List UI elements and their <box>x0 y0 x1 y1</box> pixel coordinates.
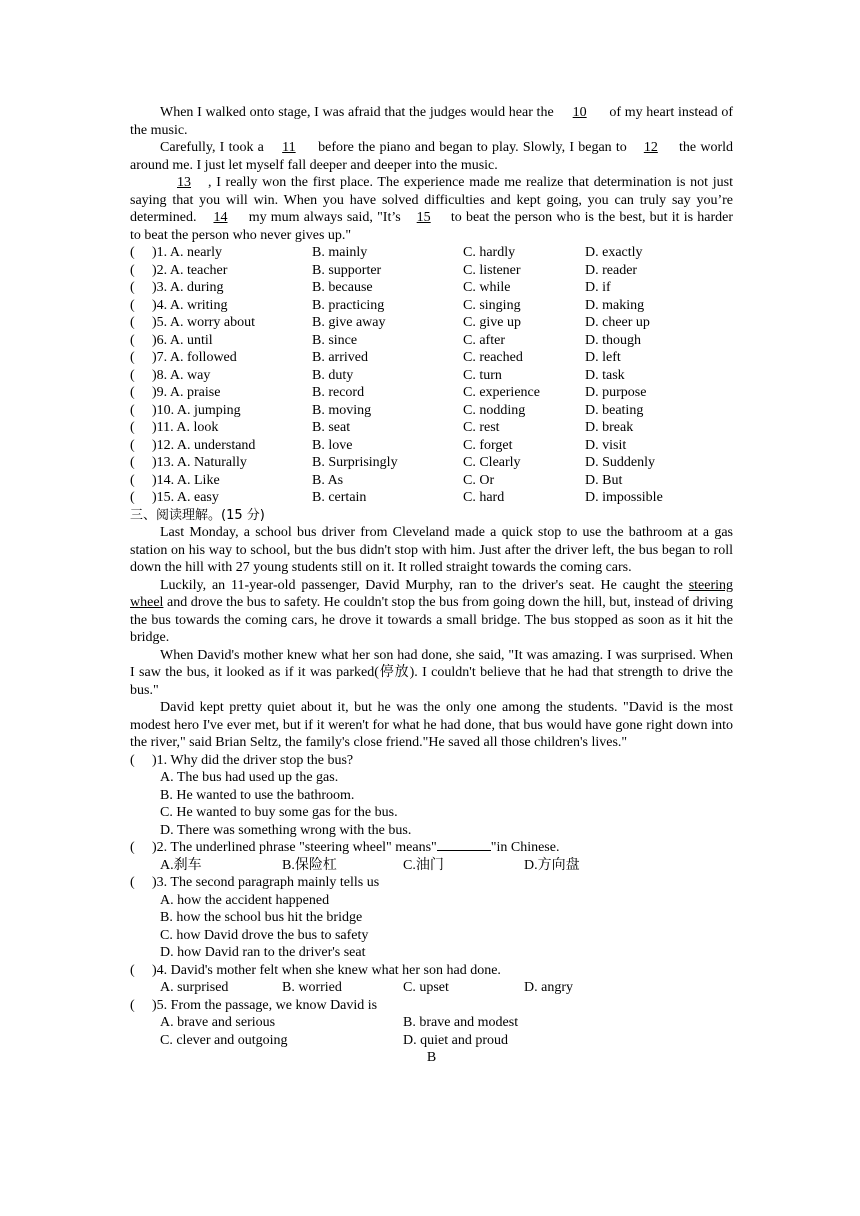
option-row <box>130 909 733 927</box>
option-c: C. after <box>463 332 505 348</box>
option-a: A.刹车 <box>160 857 202 873</box>
option-c: C. rest <box>463 420 500 435</box>
option-a: )14. A. Like <box>152 472 220 488</box>
option-d: D.方向盘 <box>524 857 580 873</box>
option-b: B. As <box>312 472 344 488</box>
option-d: D. though <box>585 332 641 348</box>
cloze-question-8 <box>130 367 733 385</box>
answer-paren[interactable]: ( <box>130 875 135 890</box>
answer-paren[interactable]: ( <box>130 997 135 1013</box>
option-c: C. Clearly <box>463 455 521 470</box>
cloze-question-9 <box>130 384 733 402</box>
option-b: B. moving <box>312 402 372 418</box>
answer-paren[interactable]: ( <box>130 437 135 453</box>
option-b: B. worried <box>282 980 342 995</box>
option-c: C. give up <box>463 315 521 330</box>
option-b: B. practicing <box>312 297 385 313</box>
cloze-question-4 <box>130 297 733 315</box>
answer-paren[interactable]: ( <box>130 367 135 383</box>
answer-paren[interactable]: ( <box>130 262 135 278</box>
option-d: D. But <box>585 472 623 488</box>
text: to beat the person who is the best, but it is harder to beat the person who never gives up." <box>130 210 734 243</box>
question-stem: )5. From the passage, we know David is <box>152 997 378 1013</box>
option-a: )6. A. until <box>152 332 213 348</box>
section-heading: 三、阅读理解。(15 分) <box>130 507 265 523</box>
option-row <box>130 787 733 805</box>
blank-13: 13 <box>177 175 191 190</box>
option-a: )12. A. understand <box>152 437 256 453</box>
answer-paren[interactable]: ( <box>130 490 135 505</box>
cloze-question-14 <box>130 472 733 490</box>
option-a: )3. A. during <box>152 280 224 295</box>
cloze-question-2 <box>130 262 733 280</box>
option-b: B. Surprisingly <box>312 455 398 470</box>
question-2 <box>130 839 733 857</box>
option-c: C. Or <box>463 472 495 488</box>
option-a: A. surprised <box>160 980 229 995</box>
blank-14: 14 <box>213 210 228 225</box>
option-d: D. if <box>585 280 611 295</box>
cloze-question-11 <box>130 419 733 437</box>
option-a: )7. A. followed <box>152 350 237 365</box>
option-b: B. how the school bus hit the bridge <box>160 910 363 925</box>
option-b: B. supporter <box>312 262 382 278</box>
option-b: B.保险杠 <box>282 857 337 873</box>
option-c: C. hard <box>463 490 505 505</box>
answer-paren[interactable]: ( <box>130 350 135 365</box>
answer-paren[interactable]: ( <box>130 315 135 330</box>
option-row <box>130 979 733 997</box>
option-b: B. brave and modest <box>403 1015 519 1030</box>
question-stem: )1. Why did the driver stop the bus? <box>152 752 354 768</box>
text: and drove the bus to safety. He couldn't stop the bus from going down the hill, but, instead of driving the bus towards the coming cars, he drove it towards a small bridge. The bus stopped as soon as it hit the bridge. <box>130 595 734 645</box>
option-a: )8. A. way <box>152 367 211 383</box>
option-d: D. quiet and proud <box>403 1032 508 1048</box>
option-b: B. love <box>312 437 353 453</box>
option-row <box>130 804 733 822</box>
option-a: A. brave and serious <box>160 1015 276 1030</box>
answer-paren[interactable]: ( <box>130 402 135 418</box>
option-row <box>130 822 733 840</box>
answer-paren[interactable]: ( <box>130 752 135 768</box>
option-a: )13. A. Naturally <box>152 455 247 470</box>
cloze-question-12 <box>130 437 733 455</box>
option-row <box>130 1032 733 1050</box>
option-c: C. experience <box>463 385 540 400</box>
blank-10: 10 <box>572 105 587 120</box>
cloze-options-list <box>130 244 733 507</box>
option-c: C. how David drove the bus to safety <box>160 927 369 943</box>
option-d: D. break <box>585 420 634 435</box>
option-row <box>130 1014 733 1032</box>
option-b: B. mainly <box>312 245 368 260</box>
option-b: B. give away <box>312 315 386 330</box>
option-a: )5. A. worry about <box>152 315 256 330</box>
option-d: D. visit <box>585 437 627 453</box>
underlined-phrase: steering wheel <box>130 577 734 610</box>
cloze-question-10 <box>130 402 733 420</box>
question-3 <box>130 874 733 892</box>
cloze-question-6 <box>130 332 733 350</box>
option-d: D. purpose <box>585 385 647 400</box>
reading-paragraph-2 <box>130 577 733 647</box>
question-stem: )3. The second paragraph mainly tells us <box>152 875 380 890</box>
option-d: D. exactly <box>585 245 643 260</box>
reading-paragraph-1: Last Monday, a school bus driver from Cleveland made a quick stop to use the bathroom at a gas station on his way to school, but the bus didn't stop with him. Just after the driver left, the bus began to roll down the hill with 27 young students still on it. It rolled straight towards the coming cars. <box>130 525 733 575</box>
cloze-paragraph-1 <box>130 104 733 139</box>
blank-15: 15 <box>416 210 431 225</box>
option-a: )1. A. nearly <box>152 245 222 260</box>
option-c: C. nodding <box>463 402 526 418</box>
option-b: B. certain <box>312 490 367 505</box>
cloze-question-15 <box>130 489 733 507</box>
text: When I walked onto stage, I was afraid that the judges would hear the <box>160 105 554 120</box>
question-stem: )4. David's mother felt when she knew what her son had done. <box>152 962 501 978</box>
cloze-question-13 <box>130 454 733 472</box>
option-d: D. making <box>585 297 645 313</box>
option-d: D. how David ran to the driver's seat <box>160 945 366 960</box>
text: Carefully, I took a <box>160 140 264 155</box>
option-d: D. cheer up <box>585 315 650 330</box>
option-row <box>130 944 733 962</box>
option-c: C. singing <box>463 297 521 313</box>
section-label-b: B <box>426 1050 437 1065</box>
option-row <box>130 857 733 875</box>
option-c: C. clever and outgoing <box>160 1032 288 1048</box>
option-c: C. listener <box>463 262 521 278</box>
worksheet-page <box>130 104 733 1067</box>
answer-paren[interactable]: ( <box>130 840 135 855</box>
option-c: C. forget <box>463 437 513 453</box>
option-d: D. task <box>585 367 625 383</box>
answer-paren[interactable]: ( <box>130 472 135 488</box>
text: before the piano and began to play. Slowly, I began to <box>318 140 627 155</box>
blank-11: 11 <box>282 140 296 155</box>
option-b: B. arrived <box>312 350 368 365</box>
option-c: C. He wanted to buy some gas for the bus. <box>160 805 398 820</box>
text: of my heart instead of the music. <box>130 105 733 138</box>
option-b: B. He wanted to use the bathroom. <box>160 787 355 803</box>
answer-paren[interactable]: ( <box>130 962 135 978</box>
option-row <box>130 892 733 910</box>
text: the world around me. I just let myself fall deeper and deeper into the music. <box>130 140 734 173</box>
cloze-question-3 <box>130 279 733 297</box>
option-c: C. upset <box>403 980 449 995</box>
option-c: C. hardly <box>463 245 516 260</box>
cloze-paragraph-3 <box>130 174 733 244</box>
option-b: B. record <box>312 385 365 400</box>
answer-blank[interactable] <box>437 839 491 851</box>
reading-paragraph-3: When David's mother knew what her son had done, she said, "It was amazing. I was surprised. When I saw the bus, it looked as if it was parked(停放). I couldn't believe that he had that strength to drive the bus." <box>130 647 733 698</box>
cloze-question-1 <box>130 244 733 262</box>
option-row <box>130 927 733 945</box>
question-5 <box>130 997 733 1015</box>
answer-paren[interactable]: ( <box>130 332 135 348</box>
cloze-question-5 <box>130 314 733 332</box>
cloze-paragraph-2 <box>130 139 733 174</box>
option-a: )10. A. jumping <box>152 402 241 418</box>
option-d: D. angry <box>524 980 573 995</box>
option-b: B. because <box>312 280 373 295</box>
answer-paren[interactable]: ( <box>130 280 135 295</box>
option-a: )2. A. teacher <box>152 262 228 278</box>
text: my mum always said, "It’s <box>248 210 401 225</box>
answer-paren[interactable]: ( <box>130 420 135 435</box>
option-b: B. since <box>312 332 358 348</box>
option-a: A. The bus had used up the gas. <box>160 770 339 785</box>
question-stem <box>152 839 559 857</box>
option-a: )9. A. praise <box>152 385 221 400</box>
option-c: C.油门 <box>403 857 444 873</box>
text: Luckily, an 11-year-old passenger, David Murphy, ran to the driver's seat. He caught the <box>160 577 683 593</box>
option-row <box>130 769 733 787</box>
option-d: D. There was something wrong with the bus. <box>160 822 412 838</box>
option-d: D. reader <box>585 262 638 278</box>
question-4 <box>130 962 733 980</box>
option-a: A. how the accident happened <box>160 892 330 908</box>
cloze-question-7 <box>130 349 733 367</box>
option-d: D. left <box>585 350 621 365</box>
answer-paren[interactable]: ( <box>130 385 135 400</box>
option-b: B. seat <box>312 420 351 435</box>
option-c: C. while <box>463 280 511 295</box>
blank-12: 12 <box>643 140 658 155</box>
text: "in Chinese. <box>490 840 560 855</box>
answer-paren[interactable]: ( <box>130 297 135 313</box>
option-d: D. Suddenly <box>585 455 655 470</box>
option-c: C. turn <box>463 367 502 383</box>
question-1 <box>130 752 733 770</box>
answer-paren[interactable]: ( <box>130 455 135 470</box>
text: )2. The underlined phrase "steering wheel" means" <box>152 840 437 855</box>
text: , I really won the first place. The experience made me realize that determination is not just saying that you will win. When you have solved difficulties and kept going, you can truly say you’re determined. <box>130 175 733 225</box>
option-a: )15. A. easy <box>152 490 219 505</box>
option-a: )11. A. look <box>152 420 219 435</box>
option-c: C. reached <box>463 350 523 365</box>
option-a: )4. A. writing <box>152 297 228 313</box>
option-b: B. duty <box>312 367 354 383</box>
option-d: D. impossible <box>585 490 663 505</box>
option-d: D. beating <box>585 402 644 418</box>
answer-paren[interactable]: ( <box>130 245 135 260</box>
reading-paragraph-4: David kept pretty quiet about it, but he was the only one among the students. "David is the most modest hero I've ever met, but if it weren't for what he had done, that bus would have gone right down into the river," said Brian Seltz, the family's close friend."He saved all those children's lives." <box>130 700 733 750</box>
